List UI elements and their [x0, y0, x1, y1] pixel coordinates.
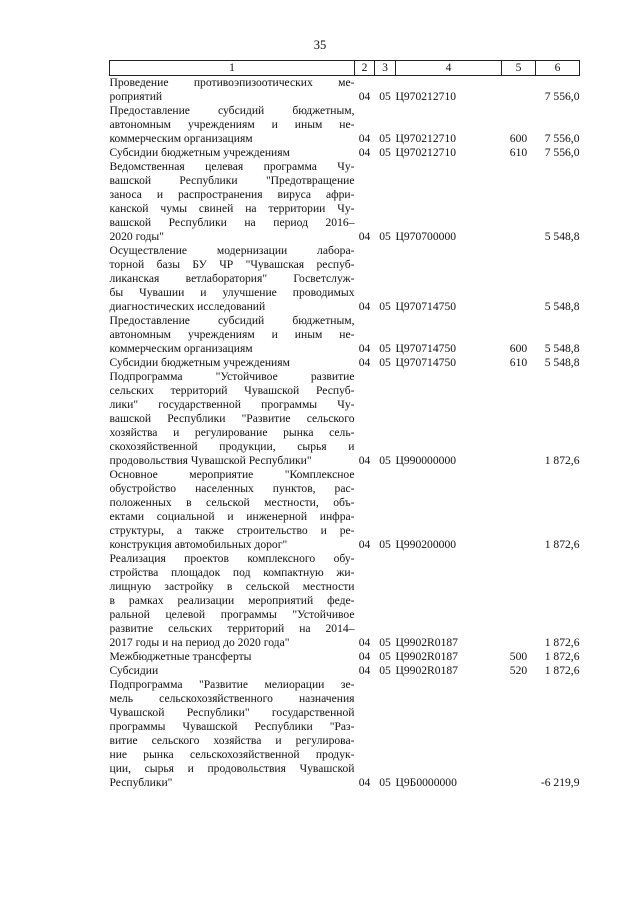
row-name — [110, 356, 355, 370]
row-target-article: Ц970714750 — [395, 356, 457, 369]
row-expense-type — [502, 552, 536, 650]
row-name-line: конструкция автомобильных дорог" — [109, 538, 288, 551]
row-name-line: Субсидии бюджетным учреждениям — [109, 356, 290, 369]
row-name — [110, 160, 355, 244]
row-name-line: Субсидии — [109, 664, 159, 677]
row-name-line: Чувашской Республики" государственной — [109, 706, 355, 719]
row-name — [110, 552, 355, 650]
row-section: 04 — [358, 230, 371, 243]
row-section: 04 — [358, 90, 371, 103]
column-header-4: 4 — [396, 61, 502, 76]
row-name-line: торной базы БУ ЧР "Чувашская респуб- — [109, 258, 355, 271]
row-amount: 7 556,0 — [544, 146, 580, 159]
column-header-1: 1 — [110, 61, 355, 76]
row-name-line: автономным учреждениям и иным не- — [109, 118, 355, 131]
row-expense-type: 600 — [509, 132, 528, 145]
row-name-line: структуры, а также строительство и ре- — [109, 524, 355, 537]
row-name — [110, 76, 355, 105]
row-subsection: 05 — [379, 230, 391, 243]
row-name-line: Предоставление субсидий бюджетным, — [109, 104, 355, 117]
row-name-line: автономным учреждениям и иным не- — [109, 328, 355, 341]
row-name-line: коммерческим организациям — [109, 342, 253, 355]
row-name-line: диагностических исследований — [109, 300, 266, 313]
table-row — [110, 552, 580, 650]
row-target-article: Ц9902R0187 — [395, 664, 458, 677]
row-section: 04 — [358, 538, 371, 551]
row-subsection: 05 — [379, 650, 391, 663]
row-name-line: Подпрограмма "Устойчивое развитие — [109, 370, 355, 383]
row-name — [110, 664, 355, 678]
column-header-6: 6 — [536, 61, 580, 76]
row-subsection: 05 — [379, 342, 391, 355]
column-header-3: 3 — [375, 61, 396, 76]
row-name-line: Ведомственная целевая программа Чу- — [109, 160, 355, 173]
row-target-article: Ц990000000 — [395, 454, 457, 467]
row-name-line: канской чумы свиней на территории Чу- — [109, 202, 355, 215]
row-name-line: развитие сельских территорий на 2014– — [109, 622, 355, 635]
row-name — [110, 678, 355, 790]
row-expense-type: 600 — [509, 342, 528, 355]
row-target-article: Ц970714750 — [395, 300, 457, 313]
row-expense-type — [502, 76, 536, 105]
row-amount: 5 548,8 — [544, 342, 580, 355]
row-section: 04 — [358, 454, 371, 467]
row-name-line: вашской Республики "Развитие сельского — [109, 412, 355, 425]
row-target-article: Ц970212710 — [395, 132, 457, 145]
row-expense-type — [502, 468, 536, 552]
row-name-line: роприятий — [109, 90, 163, 103]
row-target-article: Ц970212710 — [395, 90, 457, 103]
row-name-line: Подпрограмма "Развитие мелиорации зе- — [109, 678, 355, 691]
row-amount: -6 219,9 — [540, 776, 580, 789]
row-subsection: 05 — [379, 90, 391, 103]
row-name-line: ликанская ветлаборатория" Госветслуж- — [109, 272, 355, 285]
row-section: 04 — [358, 636, 371, 649]
table-row — [110, 370, 580, 468]
row-section: 04 — [358, 300, 371, 313]
row-section: 04 — [358, 650, 371, 663]
row-subsection: 05 — [379, 356, 391, 369]
row-section: 04 — [358, 356, 371, 369]
row-name-line: сельских территорий Чувашской Респуб- — [109, 384, 355, 397]
row-expense-type — [502, 244, 536, 314]
row-name-line: вашской Республики на период 2016– — [109, 216, 355, 229]
row-name-line: программы Чувашской Республики "Раз- — [109, 720, 355, 733]
row-name — [110, 468, 355, 552]
row-name-line: мель сельскохозяйственного назначения — [109, 692, 355, 705]
row-name-line: Межбюджетные трансферты — [109, 650, 252, 663]
row-subsection: 05 — [379, 132, 391, 145]
row-expense-type: 610 — [509, 146, 528, 159]
row-name-line: обустройство населенных пунктов, рас- — [109, 482, 355, 495]
row-subsection: 05 — [379, 664, 391, 677]
row-name-line: ральной целевой программы "Устойчивое — [109, 608, 355, 621]
row-subsection: 05 — [379, 636, 391, 649]
row-amount: 5 548,8 — [544, 300, 580, 313]
row-amount: 5 548,8 — [544, 230, 580, 243]
row-target-article: Ц970714750 — [395, 342, 457, 355]
row-name-line: витие сельского хозяйства и регулирова- — [109, 734, 355, 747]
table-body — [110, 76, 580, 791]
row-name — [110, 314, 355, 356]
row-name-line: Основное мероприятие "Комплексное — [109, 468, 355, 481]
row-amount: 1 872,6 — [544, 538, 580, 551]
row-name — [110, 244, 355, 314]
row-name — [110, 370, 355, 468]
table-row — [110, 244, 580, 314]
row-target-article: Ц9Б0000000 — [395, 776, 457, 789]
row-name-line: Республики" — [109, 776, 173, 789]
row-name-line: в рамках реализации мероприятий феде- — [109, 594, 355, 607]
row-subsection: 05 — [379, 538, 391, 551]
row-subsection: 05 — [379, 300, 391, 313]
row-subsection: 05 — [379, 454, 391, 467]
row-section: 04 — [358, 342, 371, 355]
row-name-line: коммерческим организациям — [109, 132, 253, 145]
row-name-line: продовольствия Чувашской Республики" — [109, 454, 312, 467]
row-amount: 1 872,6 — [544, 650, 580, 663]
row-name-line: заноса и распространения вируса афри- — [109, 188, 355, 201]
row-name-line: Реализация проектов комплексного обу- — [109, 552, 355, 565]
table-row — [110, 314, 580, 356]
row-expense-type: 500 — [509, 650, 528, 663]
table-row — [110, 160, 580, 244]
row-expense-type: 520 — [509, 664, 528, 677]
budget-table — [109, 60, 580, 790]
row-target-article: Ц9902R0187 — [395, 636, 458, 649]
row-name-line: Субсидии бюджетным учреждениям — [109, 146, 290, 159]
row-name-line: скохозяйственной продукции, сырья и — [109, 440, 355, 453]
row-name-line: вашской Республики "Предотвращение — [109, 174, 355, 187]
row-target-article: Ц990200000 — [395, 538, 457, 551]
row-amount: 5 548,8 — [544, 356, 580, 369]
row-section: 04 — [358, 146, 371, 159]
row-name — [110, 650, 355, 664]
row-expense-type — [502, 370, 536, 468]
row-expense-type: 610 — [509, 356, 528, 369]
row-target-article: Ц970700000 — [395, 230, 457, 243]
row-amount: 7 556,0 — [544, 90, 580, 103]
column-header-5: 5 — [502, 61, 536, 76]
column-header-2: 2 — [355, 61, 375, 76]
row-name-line: лики" государственной программы Чу- — [109, 398, 355, 411]
table-row — [110, 146, 580, 160]
row-amount: 1 872,6 — [544, 454, 580, 467]
table-row — [110, 356, 580, 370]
row-amount: 1 872,6 — [544, 664, 580, 677]
row-section: 04 — [358, 664, 371, 677]
row-name-line: стройства площадок под компактную жи- — [109, 566, 355, 579]
row-name-line: Предоставление субсидий бюджетным, — [109, 314, 355, 327]
row-expense-type — [502, 160, 536, 244]
table-row — [110, 104, 580, 146]
row-target-article: Ц9902R0187 — [395, 650, 458, 663]
table-row — [110, 664, 580, 678]
row-name-line: ектами социальной и инженерной инфра- — [109, 510, 355, 523]
row-name-line: ние рынка сельскохозяйственной продук- — [109, 748, 355, 761]
row-amount: 1 872,6 — [544, 636, 580, 649]
row-target-article: Ц970212710 — [395, 146, 457, 159]
table-header-row — [110, 61, 580, 76]
row-subsection: 05 — [379, 776, 391, 789]
row-amount: 7 556,0 — [544, 132, 580, 145]
table-row — [110, 650, 580, 664]
page-number: 35 — [313, 38, 327, 52]
row-expense-type — [502, 678, 536, 790]
row-name — [110, 104, 355, 146]
row-name-line: 2017 годы и на период до 2020 года" — [109, 636, 290, 649]
table-row — [110, 468, 580, 552]
row-name-line: 2020 годы" — [109, 230, 164, 243]
row-section: 04 — [358, 132, 371, 145]
row-name-line: хозяйства и регулирование рынка сель- — [109, 426, 355, 439]
row-subsection: 05 — [379, 146, 391, 159]
row-name-line: ции, сырья и продовольствия Чувашской — [109, 762, 355, 775]
row-section: 04 — [358, 776, 371, 789]
row-name — [110, 146, 355, 160]
row-name-line: положенных в сельской местности, объ- — [109, 496, 355, 509]
table-row — [110, 76, 580, 105]
row-name-line: Осуществление модернизации лабора- — [109, 244, 355, 257]
row-name-line: бы Чувашии и улучшение проводимых — [109, 286, 355, 299]
table-row — [110, 678, 580, 790]
row-name-line: Проведение противоэпизоотических ме- — [109, 76, 355, 89]
row-name-line: лищную застройку в сельской местности — [109, 580, 355, 593]
